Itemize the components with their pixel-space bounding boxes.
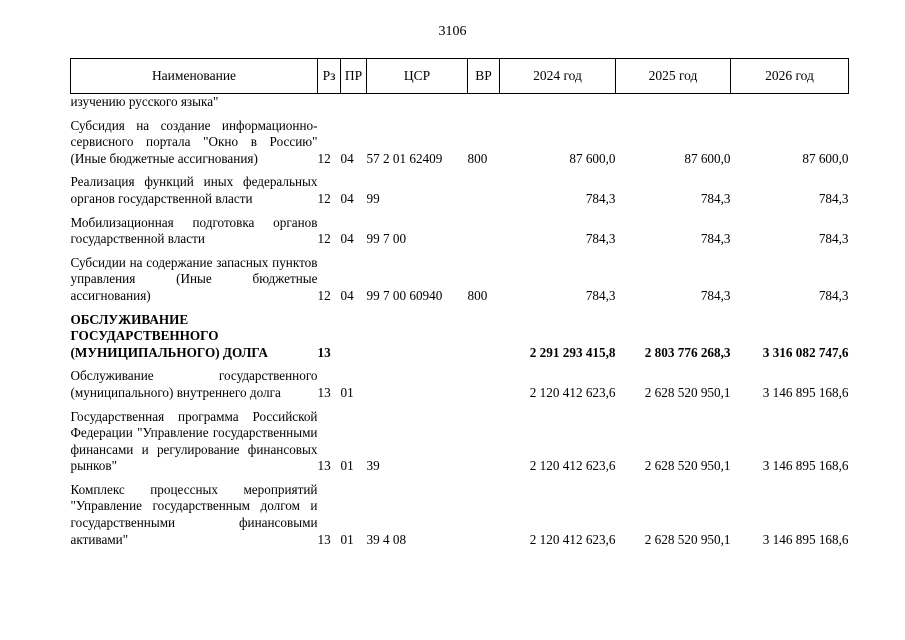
row-2026: 3 146 895 168,6 (762, 458, 849, 474)
page-number: 3106 (438, 24, 467, 39)
table-row (71, 208, 849, 248)
row-2025: 2 803 776 268,3 (644, 344, 731, 360)
row-rz: 12 (317, 287, 331, 303)
header-2025: 2025 год (616, 59, 731, 94)
header-2024: 2024 год (500, 59, 616, 94)
header-vr: ВР (468, 59, 500, 94)
row-pr: 04 (340, 231, 354, 247)
table-row (71, 167, 849, 207)
row-csr (367, 305, 468, 362)
row-rz: 12 (317, 190, 331, 206)
row-vr (468, 167, 500, 207)
row-rz: 13 (317, 344, 331, 360)
row-csr: 99 7 00 (366, 231, 407, 247)
header-rz: Рз (318, 59, 341, 94)
row-name: Субсидии на содержание запасных пунктов управления (Иные бюджетные ассигнования) (70, 254, 318, 303)
row-name: Комплекс процессных мероприятий "Управление государственным долгом и государственными финансовыми активами" (70, 481, 318, 547)
header-name: Наименование (71, 59, 318, 94)
row-vr (468, 402, 500, 475)
row-vr (468, 305, 500, 362)
table-row (71, 111, 849, 168)
row-2024: 784,3 (585, 190, 616, 206)
row-2025: 784,3 (700, 287, 731, 303)
row-2024: 784,3 (585, 287, 616, 303)
header-csr: ЦСР (367, 59, 468, 94)
row-rz: 13 (317, 384, 331, 400)
table-row (71, 475, 849, 548)
row-2024: 784,3 (585, 231, 616, 247)
row-2026: 87 600,0 (802, 150, 849, 166)
row-2025: 784,3 (700, 190, 731, 206)
table-header-row (71, 59, 849, 94)
row-2026: 3 146 895 168,6 (762, 384, 849, 400)
row-rz: 13 (317, 531, 331, 547)
row-name: Реализация функций иных федеральных органов государственной власти (70, 174, 318, 206)
row-rz: 12 (317, 150, 331, 166)
row-csr: 99 (366, 190, 380, 206)
row-pr: 01 (340, 458, 354, 474)
row-csr: 39 (366, 458, 380, 474)
row-2026: 784,3 (818, 231, 849, 247)
row-vr (468, 208, 500, 248)
row-name: Обслуживание государственного (муниципального) внутреннего долга (70, 368, 318, 400)
row-csr (367, 361, 468, 401)
row-2025: 2 628 520 950,1 (644, 531, 731, 547)
row-2026: 784,3 (818, 190, 849, 206)
row-2025: 784,3 (700, 231, 731, 247)
row-rz: 12 (317, 231, 331, 247)
row-pr: 01 (340, 531, 354, 547)
row-vr: 800 (467, 287, 488, 303)
row-2026: 3 316 082 747,6 (762, 344, 849, 360)
row-name: ОБСЛУЖИВАНИЕ ГОСУДАРСТВЕННОГО (МУНИЦИПАЛЬНОГО) ДОЛГА (70, 311, 268, 360)
row-pr: 04 (340, 190, 354, 206)
table-row (71, 361, 849, 401)
budget-table (70, 58, 849, 548)
row-csr: 99 7 00 60940 (366, 287, 443, 303)
row-2024: 2 120 412 623,6 (529, 531, 616, 547)
row-2025: 2 628 520 950,1 (644, 458, 731, 474)
row-pr (341, 305, 367, 362)
row-2026: 784,3 (818, 287, 849, 303)
row-vr (468, 475, 500, 548)
table-row (71, 402, 849, 475)
row-2024: 2 291 293 415,8 (529, 344, 616, 360)
header-pr: ПР (341, 59, 367, 94)
row-2025: 87 600,0 (684, 150, 731, 166)
row-name: Мобилизационная подготовка органов государственной власти (70, 214, 318, 247)
row-2024: 87 600,0 (569, 150, 616, 166)
continuation-row (71, 94, 849, 111)
table-row (71, 248, 849, 305)
continuation-text: изучению русского языка" (70, 94, 219, 109)
row-2024: 2 120 412 623,6 (529, 458, 616, 474)
row-name: Государственная программа Российской Федерации "Управление государственными финансами и регулирование финансовых рынков" (70, 408, 318, 474)
row-2026: 3 146 895 168,6 (762, 531, 849, 547)
row-pr: 04 (340, 150, 354, 166)
row-pr: 04 (340, 287, 354, 303)
row-2024: 2 120 412 623,6 (529, 384, 616, 400)
row-csr: 39 4 08 (366, 531, 407, 547)
table-row (71, 305, 849, 362)
header-2026: 2026 год (731, 59, 849, 94)
table-body (71, 94, 849, 549)
row-vr (468, 361, 500, 401)
row-name: Субсидия на создание информационно-сервисного портала "Окно в Россию" (Иные бюджетные ассигнования) (70, 117, 318, 166)
row-csr: 57 2 01 62409 (366, 150, 443, 166)
row-pr: 01 (340, 384, 354, 400)
row-rz: 13 (317, 458, 331, 474)
row-vr: 800 (467, 150, 488, 166)
row-2025: 2 628 520 950,1 (644, 384, 731, 400)
